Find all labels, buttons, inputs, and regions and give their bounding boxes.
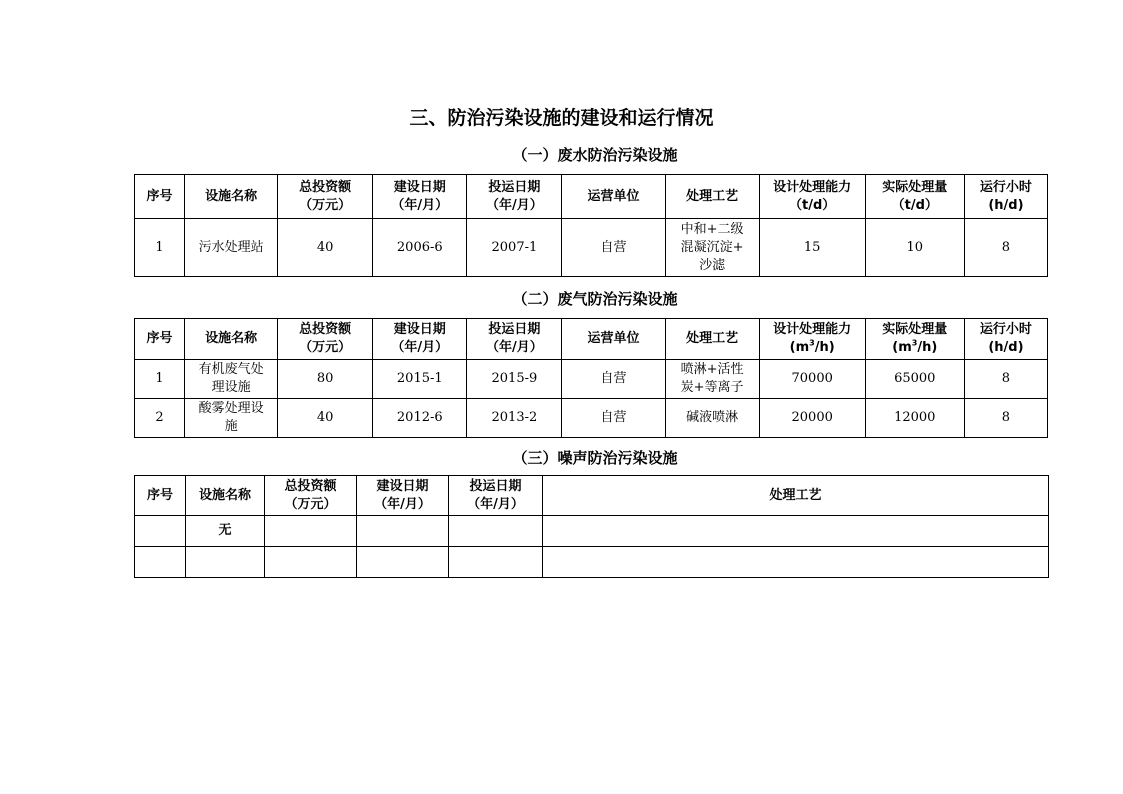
cell-process: [543, 516, 1049, 547]
cell-investment: 40: [278, 219, 373, 277]
cell-no: [135, 547, 186, 578]
cell-build-date: 2015-1: [373, 360, 467, 399]
cell-operator: 自营: [562, 219, 665, 277]
cell-actual-volume: 12000: [865, 399, 964, 438]
wastewater-table: [134, 174, 1048, 277]
cell-actual-volume: 65000: [865, 360, 964, 399]
header-facility-name: 设施名称: [185, 319, 278, 360]
waste-gas-header-row: [135, 319, 1048, 360]
header-design-capacity: 设计处理能力 （t/d）: [759, 175, 865, 219]
header-operator: 运营单位: [562, 319, 665, 360]
cell-operation-date: 2007-1: [467, 219, 562, 277]
cell-operation-date: [449, 547, 543, 578]
table-row: [135, 516, 1049, 547]
cell-facility-name: [186, 547, 265, 578]
header-build-date: 建设日期 （年/月）: [373, 175, 467, 219]
cell-hours: 8: [964, 399, 1047, 438]
cell-operator: 自营: [562, 399, 665, 438]
cell-build-date: [357, 516, 449, 547]
cell-investment: [265, 516, 357, 547]
header-process: 处理工艺: [665, 319, 759, 360]
cell-facility-name: 污水处理站: [185, 219, 278, 277]
wastewater-subtitle: （一）废水防治污染设施: [512, 146, 678, 164]
cell-no: 1: [135, 219, 185, 277]
header-investment: 总投资额 （万元）: [278, 175, 373, 219]
header-operation-date: 投运日期 （年/月）: [467, 175, 562, 219]
cell-build-date: 2012-6: [373, 399, 467, 438]
cell-facility-name: 有机废气处 理设施: [185, 360, 278, 399]
cell-hours: 8: [964, 360, 1047, 399]
header-facility-name: 设施名称: [185, 175, 278, 219]
header-investment: 总投资额 （万元）: [278, 319, 373, 360]
cell-process: 中和+二级 混凝沉淀+ 沙滤: [665, 219, 759, 277]
wastewater-header-row: [135, 175, 1048, 219]
cell-no: [135, 516, 186, 547]
noise-table: [134, 475, 1049, 578]
noise-header-row: [135, 476, 1049, 516]
table-row: [135, 399, 1048, 438]
header-design-capacity: 设计处理能力 $(m^3/h)$: [759, 319, 865, 360]
cell-operator: 自营: [562, 360, 665, 399]
table-row: [135, 547, 1049, 578]
cell-build-date: [357, 547, 449, 578]
cell-actual-volume: 10: [865, 219, 964, 277]
waste-gas-table: [134, 318, 1048, 438]
header-no: 序号: [135, 175, 185, 219]
header-process: 处理工艺: [543, 476, 1049, 516]
cell-investment: 40: [278, 399, 373, 438]
cell-facility-name: 无: [186, 516, 265, 547]
header-operation-date: 投运日期 （年/月）: [449, 476, 543, 516]
table-row: [135, 219, 1048, 277]
header-build-date: 建设日期 （年/月）: [373, 319, 467, 360]
header-operation-date: 投运日期 （年/月）: [467, 319, 562, 360]
header-actual-volume: 实际处理量 $(m^3/h)$: [865, 319, 964, 360]
header-build-date: 建设日期 （年/月）: [357, 476, 449, 516]
cell-operation-date: 2015-9: [467, 360, 562, 399]
header-hours: 运行小时 (h/d): [964, 319, 1047, 360]
cell-design-capacity: 70000: [759, 360, 865, 399]
cell-build-date: 2006-6: [373, 219, 467, 277]
cell-investment: [265, 547, 357, 578]
header-investment: 总投资额 （万元）: [265, 476, 357, 516]
header-process: 处理工艺: [665, 175, 759, 219]
cell-investment: 80: [278, 360, 373, 399]
cell-no: 1: [135, 360, 185, 399]
cell-operation-date: [449, 516, 543, 547]
header-actual-volume: 实际处理量 （t/d）: [865, 175, 964, 219]
header-hours: 运行小时 (h/d): [964, 175, 1047, 219]
cell-design-capacity: 15: [759, 219, 865, 277]
header-no: 序号: [135, 319, 185, 360]
header-no: 序号: [135, 476, 186, 516]
header-operator: 运营单位: [562, 175, 665, 219]
cell-process: 碱液喷淋: [665, 399, 759, 438]
noise-subtitle: （三）噪声防治污染设施: [512, 449, 678, 467]
cell-operation-date: 2013-2: [467, 399, 562, 438]
cell-process: 喷淋+活性 炭+等离子: [665, 360, 759, 399]
cell-no: 2: [135, 399, 185, 438]
cell-facility-name: 酸雾处理设 施: [185, 399, 278, 438]
cell-process: [543, 547, 1049, 578]
page-title: 三、防治污染设施的建设和运行情况: [409, 107, 714, 129]
table-row: [135, 360, 1048, 399]
cell-hours: 8: [964, 219, 1047, 277]
header-facility-name: 设施名称: [186, 476, 265, 516]
waste-gas-subtitle: （二）废气防治污染设施: [512, 290, 678, 308]
cell-design-capacity: 20000: [759, 399, 865, 438]
